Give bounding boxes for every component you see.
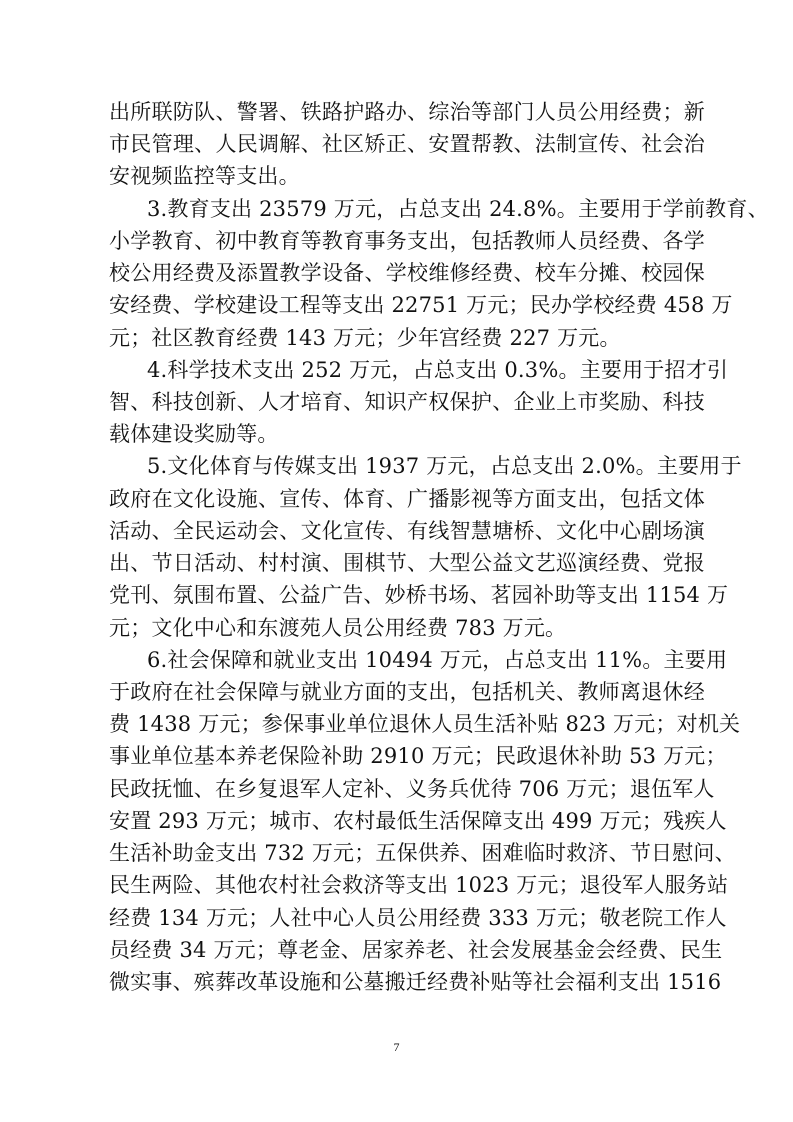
text-line: 出所联防队、警署、铁路护路办、综治等部门人员公用经费；新 xyxy=(109,100,705,124)
text-line: 小学教育、初中教育等教育事务支出，包括教师人员经费、各学 xyxy=(109,229,705,253)
text-line: 元；文化中心和东渡苑人员公用经费 783 万元。 xyxy=(109,616,567,640)
text-line: 安经费、学校建设工程等支出 22751 万元；民办学校经费 458 万 xyxy=(109,293,733,317)
text-line: 市民管理、人民调解、社区矫正、安置帮教、法制宣传、社会治 xyxy=(109,132,705,156)
paragraph-6-first-line: 6.社会保障和就业支出 10494 万元，占总支出 11%。主要用 xyxy=(147,648,728,672)
text-line: 微实事、殡葬改革设施和公墓搬迁经费补贴等社会福利支出 1516 xyxy=(109,970,722,994)
text-line: 党刊、氛围布置、公益广告、妙桥书场、茗园补助等支出 1154 万 xyxy=(109,583,729,607)
text-line: 元；社区教育经费 143 万元；少年宫经费 227 万元。 xyxy=(109,326,621,350)
text-line: 经费 134 万元；人社中心人员公用经费 333 万元；敬老院工作人 xyxy=(109,906,727,930)
page-number: 7 xyxy=(393,1040,400,1054)
text-line: 活动、全民运动会、文化宣传、有线智慧塘桥、文化中心剧场演 xyxy=(109,519,705,543)
text-line: 出、节日活动、村村演、围棋节、大型公益文艺巡演经费、党报 xyxy=(109,551,705,575)
paragraph-5-first-line: 5.文化体育与传媒支出 1937 万元，占总支出 2.0%。主要用于 xyxy=(147,454,742,478)
paragraph-3-first-line: 3.教育支出 23579 万元，占总支出 24.8%。主要用于学前教育、 xyxy=(147,197,769,221)
text-line: 政府在文化设施、宣传、体育、广播影视等方面支出，包括文体 xyxy=(109,487,705,511)
text-line: 事业单位基本养老保险补助 2910 万元；民政退休补助 53 万元； xyxy=(109,744,727,768)
text-line: 员经费 34 万元；尊老金、居家养老、社会发展基金会经费、民生 xyxy=(109,938,723,962)
text-line: 载体建设奖励等。 xyxy=(109,422,279,446)
text-line: 民政抚恤、在乡复退军人定补、义务兵优待 706 万元；退伍军人 xyxy=(109,777,715,801)
text-line: 安置 293 万元；城市、农村最低生活保障支出 499 万元；残疾人 xyxy=(109,809,727,833)
paragraph-4-first-line: 4.科学技术支出 252 万元，占总支出 0.3%。主要用于招才引 xyxy=(147,358,729,382)
text-line: 于政府在社会保障与就业方面的支出，包括机关、教师离退休经 xyxy=(109,680,705,704)
text-line: 费 1438 万元；参保事业单位退休人员生活补贴 823 万元；对机关 xyxy=(109,712,741,736)
text-line: 民生两险、其他农村社会救济等支出 1023 万元；退役军人服务站 xyxy=(109,873,729,897)
text-line: 安视频监控等支出。 xyxy=(109,164,300,188)
text-line: 生活补助金支出 732 万元；五保供养、困难临时救济、节日慰问、 xyxy=(109,841,736,865)
text-line: 智、科技创新、人才培育、知识产权保护、企业上市奖励、科技 xyxy=(109,390,705,414)
text-line: 校公用经费及添置教学设备、学校维修经费、校车分摊、校园保 xyxy=(109,261,705,285)
